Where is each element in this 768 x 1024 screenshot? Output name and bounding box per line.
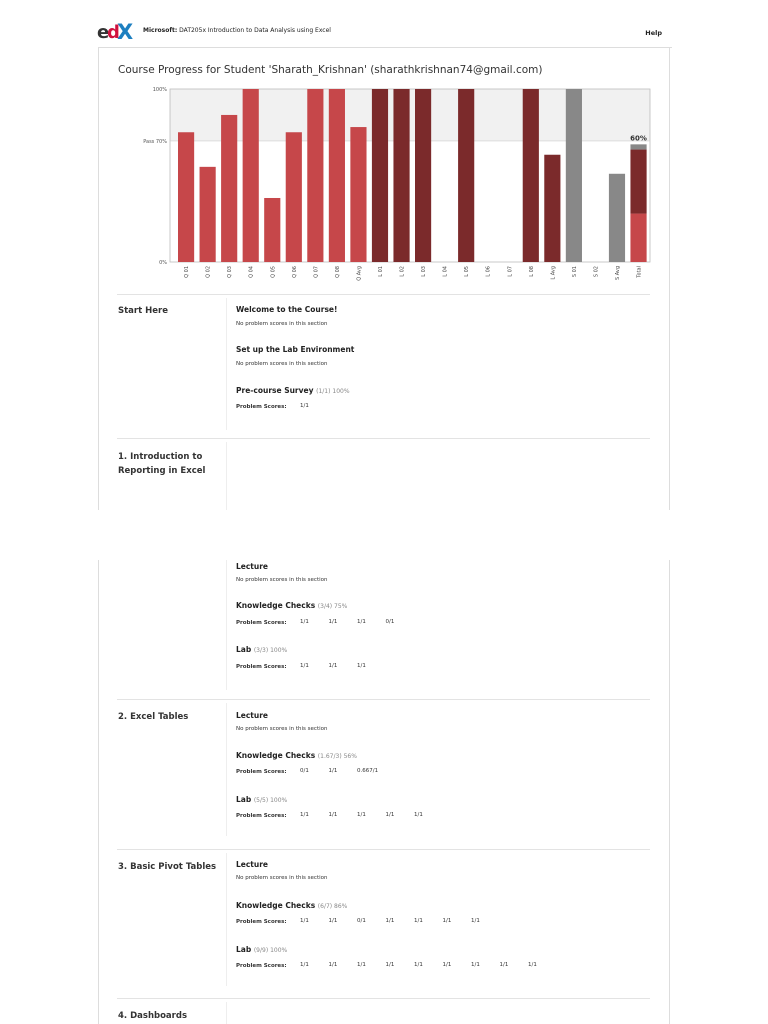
x-tick-label: Q Avg xyxy=(356,266,363,281)
total-label: 60% xyxy=(630,134,647,143)
x-tick-label: Q 01 xyxy=(184,266,191,278)
x-tick-label: L 01 xyxy=(377,266,384,277)
progress-title: Course Progress for Student 'Sharath_Krishnan' (sharathkrishnan74@gmail.com) xyxy=(118,64,543,76)
y-tick-label: 100% xyxy=(152,87,167,93)
problem-scores-label: Problem Scores: xyxy=(236,664,287,670)
chapter-basic-pivot-tables[interactable]: 3. Basic Pivot Tables xyxy=(118,862,217,872)
progress-chart xyxy=(118,82,658,292)
problem-scores: 0/1 1/1 0.667/1 xyxy=(300,768,379,774)
x-tick-label: L 04 xyxy=(442,266,449,277)
chapter-start-here[interactable]: Start Here xyxy=(118,306,168,316)
bar xyxy=(243,89,259,262)
subsection-title[interactable]: Lecture xyxy=(236,860,269,869)
x-tick-label: L 05 xyxy=(464,266,471,277)
bar xyxy=(264,198,280,262)
bar-total-segment xyxy=(630,150,646,214)
subsection-title[interactable]: Knowledge Checks (3/4) 75% xyxy=(236,601,348,610)
no-scores-note: No problem scores in this section xyxy=(236,577,328,583)
bar-total-segment xyxy=(630,214,646,262)
subsection-title[interactable]: Knowledge Checks (1.67/3) 56% xyxy=(236,751,357,760)
x-tick-label: Q 04 xyxy=(248,266,255,278)
x-tick-label: L 03 xyxy=(421,266,428,277)
bar xyxy=(523,89,539,262)
x-tick-label: Q 07 xyxy=(313,266,320,278)
subsection-title[interactable]: Lab (9/9) 100% xyxy=(236,945,288,954)
no-scores-note: No problem scores in this section xyxy=(236,726,328,732)
bar xyxy=(609,174,625,262)
subsection-title[interactable]: Lecture xyxy=(236,562,269,571)
x-tick-label: S Avg xyxy=(614,266,621,281)
subsection-title[interactable]: Welcome to the Course! xyxy=(236,305,338,314)
problem-scores: 1/1 1/1 1/1 1/1 1/1 1/1 1/1 1/1 1/1 xyxy=(300,962,537,968)
x-tick-label: Q 08 xyxy=(334,266,341,278)
bar xyxy=(307,89,323,262)
x-tick-label: Q 06 xyxy=(291,266,298,278)
bar xyxy=(458,89,474,262)
y-tick-label: Pass 70% xyxy=(143,138,167,145)
x-tick-label: Q 02 xyxy=(205,266,212,278)
x-tick-label: Q 03 xyxy=(227,266,234,278)
subsection-title[interactable]: Set up the Lab Environment xyxy=(236,345,355,354)
subsection-title[interactable]: Pre-course Survey (1/1) 100% xyxy=(236,386,350,395)
problem-scores: 1/1 1/1 0/1 1/1 1/1 1/1 1/1 xyxy=(300,918,480,924)
chapter-dashboards[interactable]: 4. Dashboards xyxy=(118,1011,188,1021)
x-tick-label: Q 05 xyxy=(270,266,277,278)
chapter-excel-tables[interactable]: 2. Excel Tables xyxy=(118,712,189,722)
bar xyxy=(200,167,216,262)
header xyxy=(0,0,768,48)
y-tick-label: 0% xyxy=(159,260,167,266)
problem-scores-label: Problem Scores: xyxy=(236,620,287,626)
bar-total-segment xyxy=(630,144,646,149)
bar xyxy=(544,155,560,262)
no-scores-note: No problem scores in this section xyxy=(236,361,328,367)
no-scores-note: No problem scores in this section xyxy=(236,321,328,327)
bar xyxy=(221,115,237,262)
page-bottom xyxy=(0,560,768,1024)
x-tick-label: L 06 xyxy=(485,266,492,277)
bar xyxy=(566,89,582,262)
bar xyxy=(415,89,431,262)
page-top xyxy=(0,0,768,510)
problem-scores: 1/1 1/1 1/1 1/1 1/1 xyxy=(300,812,423,818)
x-tick-label: S 01 xyxy=(571,266,578,278)
chapter-intro-reporting[interactable]: 1. Introduction to Reporting in Excel xyxy=(118,452,206,476)
subsection-title[interactable]: Lab (5/5) 100% xyxy=(236,795,288,804)
x-tick-label: L 02 xyxy=(399,266,406,277)
x-tick-label: L Avg xyxy=(550,266,557,280)
x-tick-label: L 08 xyxy=(528,266,535,277)
no-scores-note: No problem scores in this section xyxy=(236,875,328,881)
problem-scores: 1/1 1/1 1/1 xyxy=(300,663,366,669)
problem-scores: 1/1 xyxy=(300,403,309,409)
subsection-title[interactable]: Lecture xyxy=(236,711,269,720)
bar xyxy=(372,89,388,262)
edx-logo[interactable]: e d X xyxy=(97,20,134,44)
subsection-title[interactable]: Knowledge Checks (6/7) 86% xyxy=(236,901,348,910)
bar xyxy=(393,89,409,262)
x-tick-label: L 07 xyxy=(507,266,514,277)
course-title: Microsoft: DAT205x Introduction to Data Analysis using Excel xyxy=(143,27,331,34)
bar xyxy=(329,89,345,262)
problem-scores-label: Problem Scores: xyxy=(236,404,287,410)
x-tick-label: Total xyxy=(636,266,643,278)
bar xyxy=(350,127,366,262)
problem-scores-label: Problem Scores: xyxy=(236,919,287,925)
problem-scores: 1/1 1/1 1/1 0/1 xyxy=(300,619,395,625)
x-tick-label: S 02 xyxy=(593,266,600,278)
bar xyxy=(178,132,194,262)
problem-scores-label: Problem Scores: xyxy=(236,769,287,775)
bar xyxy=(286,132,302,262)
help-link[interactable]: Help xyxy=(645,29,662,37)
problem-scores-label: Problem Scores: xyxy=(236,963,287,969)
subsection-title[interactable]: Lab (3/3) 100% xyxy=(236,645,288,654)
problem-scores-label: Problem Scores: xyxy=(236,813,287,819)
